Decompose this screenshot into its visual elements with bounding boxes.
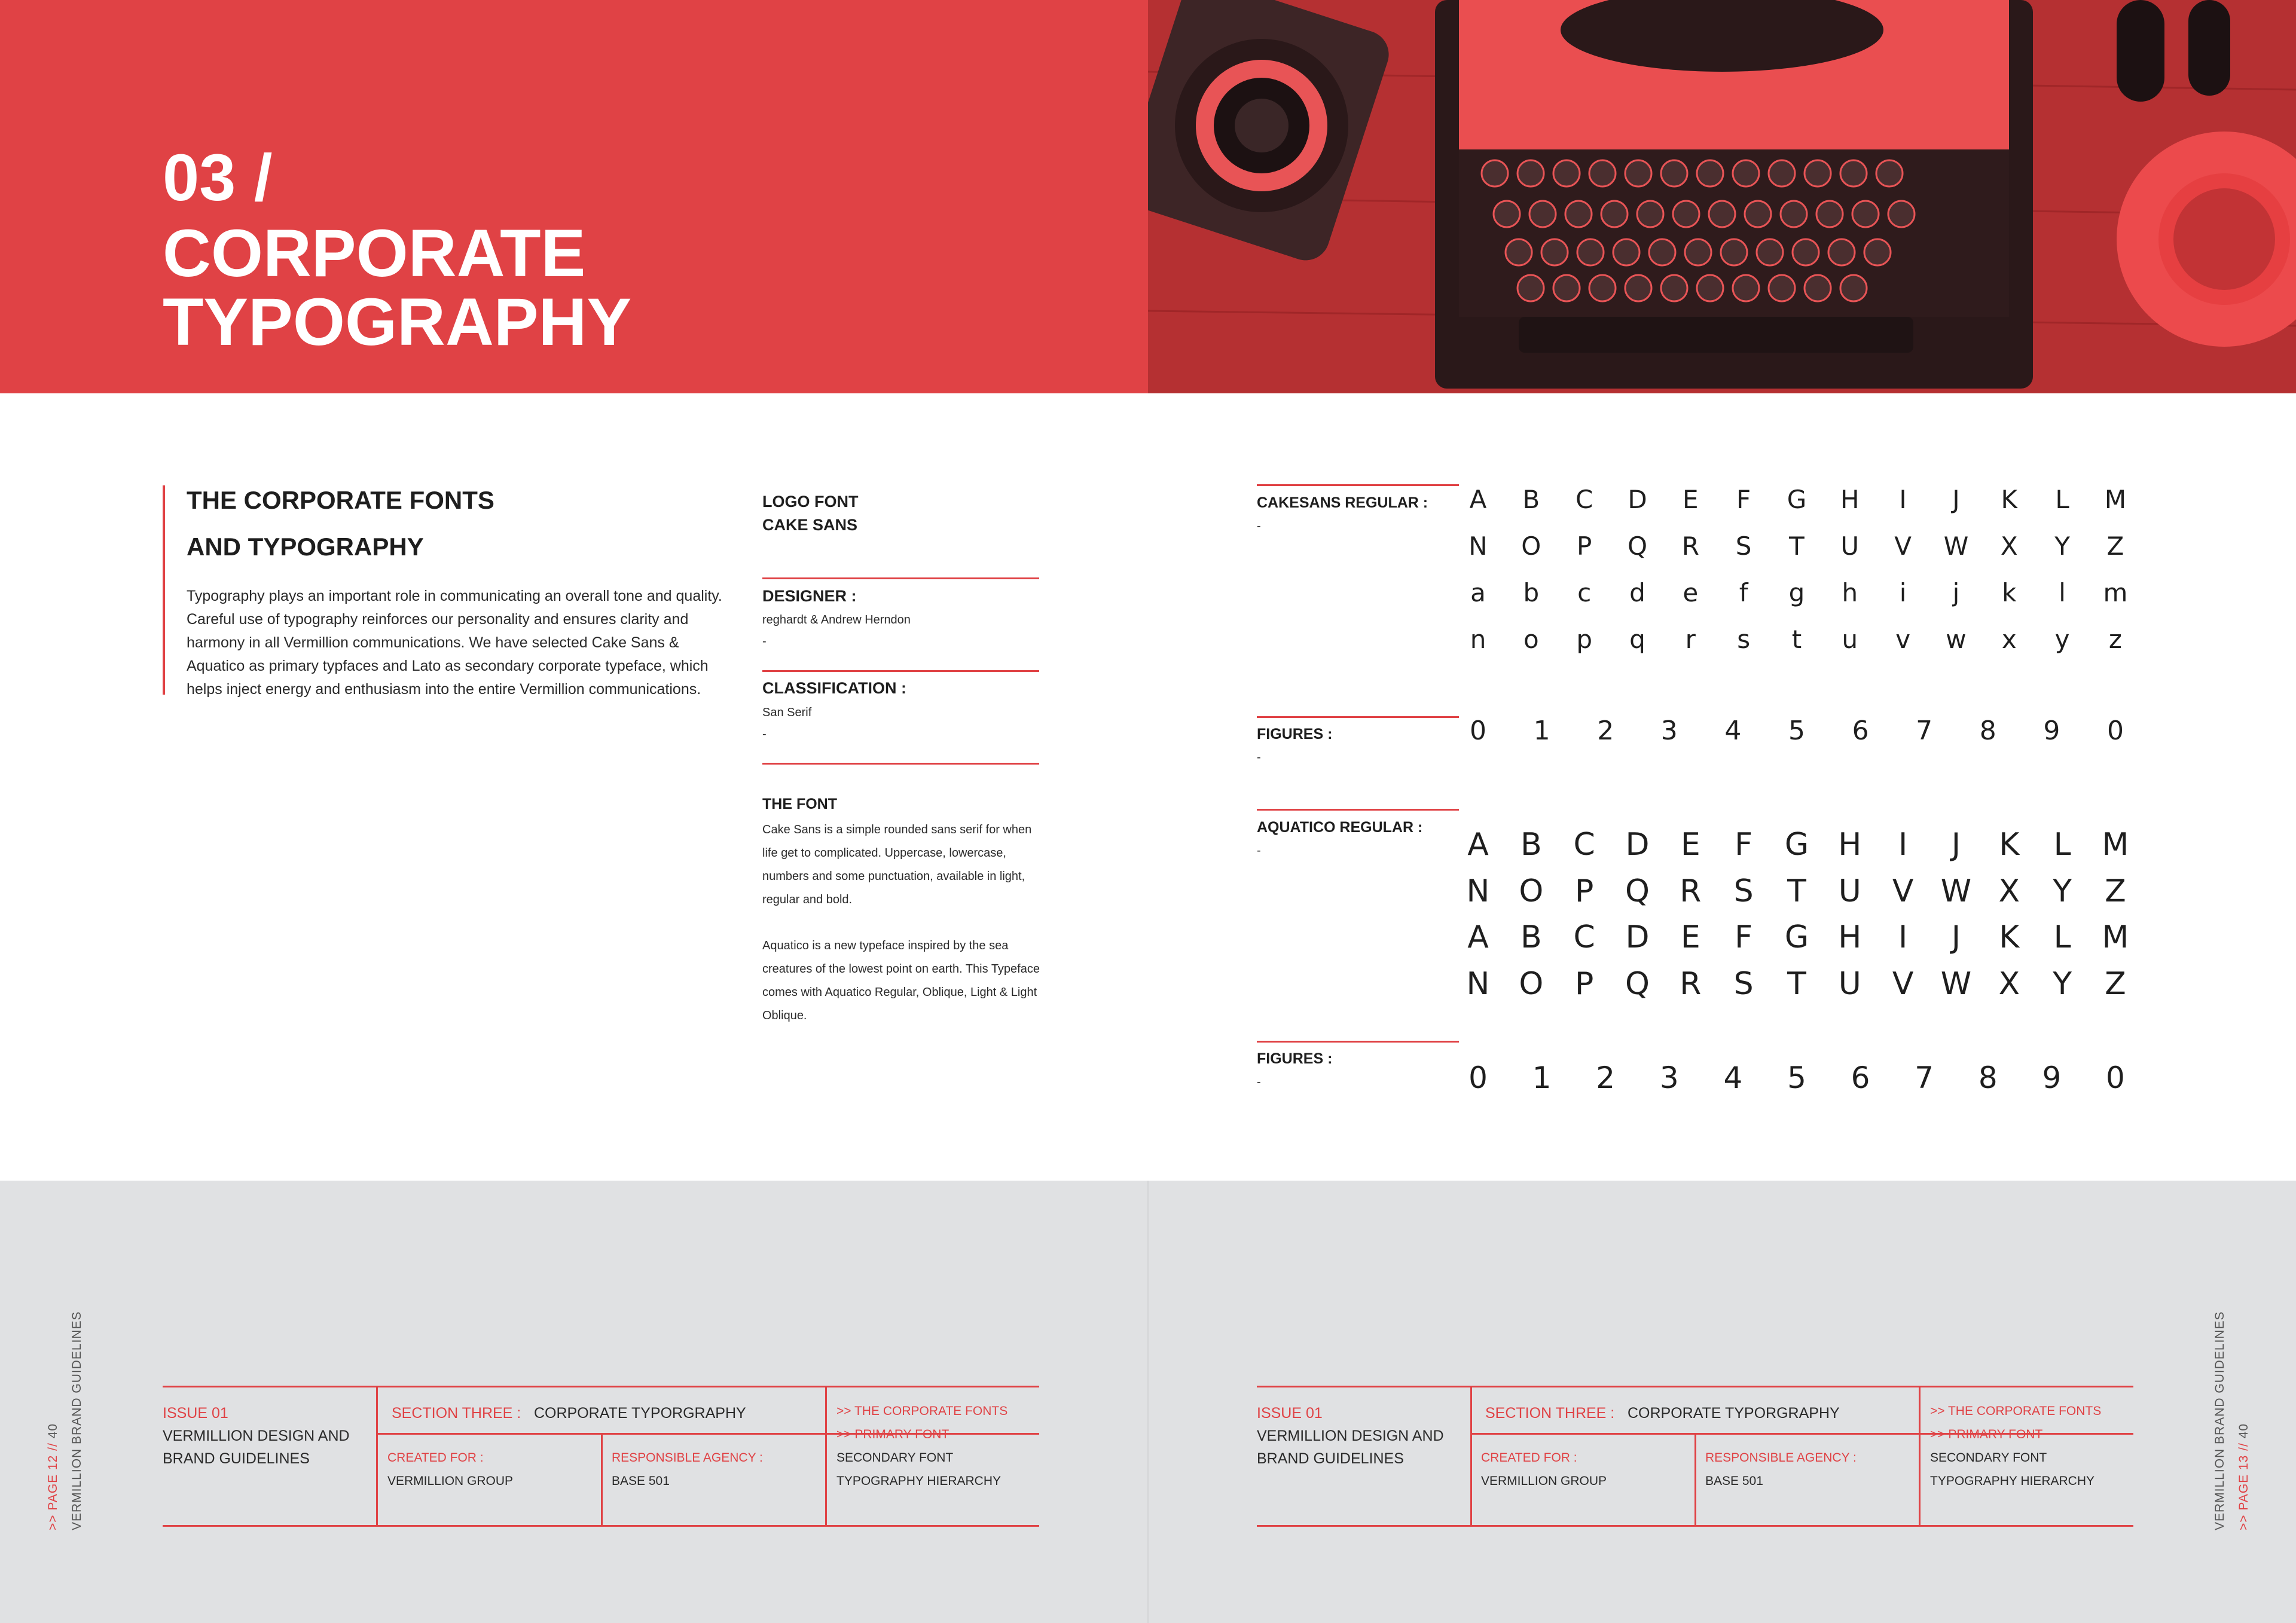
glyph: Z <box>2106 531 2124 561</box>
glyph: 5 <box>1787 1060 1806 1095</box>
glyph: K <box>2001 485 2018 514</box>
page-total: 40 <box>46 1423 60 1443</box>
glyph: I <box>1899 485 1907 514</box>
created-for-label: CREATED FOR : <box>1481 1451 1577 1465</box>
glyph: T <box>1789 531 1805 561</box>
glyph: f <box>1739 578 1748 607</box>
glyph: 0 <box>1470 716 1486 746</box>
glyph: A <box>1467 827 1489 863</box>
glyph: E <box>1680 919 1700 955</box>
page-total: 40 <box>2237 1423 2251 1443</box>
glyph: 4 <box>1723 1060 1743 1095</box>
glyph: w <box>1946 625 1967 654</box>
glyph: X <box>2000 531 2018 561</box>
glyph: H <box>1840 485 1860 514</box>
glyph: C <box>1573 827 1595 863</box>
divider <box>1257 809 1459 811</box>
created-for-value: VERMILLION GROUP <box>387 1474 514 1488</box>
cakesans-uppercase-row-1 <box>1459 482 2135 518</box>
toc-item-2: >> PRIMARY FONT <box>836 1428 949 1441</box>
glyph: C <box>1575 485 1593 514</box>
cakesans-uppercase-row-2 <box>1459 528 2135 564</box>
agency-label: RESPONSIBLE AGENCY : <box>612 1451 763 1465</box>
glyph: Q <box>1627 531 1648 561</box>
glyph: Z <box>2105 966 2126 1002</box>
classification-label: CLASSIFICATION : <box>762 679 906 697</box>
toc-item-3: SECONDARY FONT <box>836 1451 954 1465</box>
glyph: S <box>1735 531 1752 561</box>
page-fold <box>1147 1181 1149 1623</box>
glyph: W <box>1940 873 1972 909</box>
toc-item-2: >> PRIMARY FONT <box>1930 1428 2043 1441</box>
footer-col-divider <box>825 1386 827 1527</box>
glyph: 1 <box>1533 716 1550 746</box>
glyph: 8 <box>1978 1060 1998 1095</box>
footer-col-divider <box>1470 1386 1472 1527</box>
toc-item-4: TYPOGRAPHY HIERARCHY <box>1930 1474 2095 1488</box>
glyph: V <box>1894 531 1912 561</box>
glyph: 0 <box>2106 716 2124 746</box>
glyph: j <box>1952 578 1960 607</box>
section-value: CORPORATE TYPORGRAPHY <box>1628 1405 1840 1422</box>
cakesans-dash: - <box>1257 519 1261 533</box>
glyph: N <box>1468 531 1488 561</box>
figures-dash-1: - <box>1257 751 1261 764</box>
footer-col-divider <box>1694 1433 1696 1527</box>
glyph: L <box>2053 919 2071 955</box>
glyph: M <box>2102 919 2129 955</box>
glyph: P <box>1574 966 1594 1002</box>
glyph: e <box>1683 578 1699 607</box>
cakesans-figures-row <box>1459 713 2135 749</box>
aquatico-dash: - <box>1257 844 1261 857</box>
left-side-title: VERMILLION BRAND GUIDELINES <box>70 1311 84 1530</box>
glyph: n <box>1470 625 1486 654</box>
glyph: p <box>1576 625 1592 654</box>
glyph: X <box>1998 873 2020 909</box>
glyph: 3 <box>1660 716 1678 746</box>
toc-item-3: SECONDARY FONT <box>1930 1451 2047 1465</box>
divider <box>1257 484 1459 486</box>
glyph: O <box>1519 873 1544 909</box>
glyph: S <box>1733 966 1754 1002</box>
toc-item-1: >> THE CORPORATE FONTS <box>1930 1404 2102 1418</box>
glyph: o <box>1523 625 1539 654</box>
page-title-line2: TYPOGRAPHY <box>163 285 632 359</box>
glyph: 2 <box>1596 1060 1616 1095</box>
right-page-number <box>2237 1423 2250 1530</box>
glyph: 5 <box>1788 716 1805 746</box>
designer-value: reghardt & Andrew Herndon <box>762 613 911 626</box>
glyph: 6 <box>1851 1060 1870 1095</box>
agency-label: RESPONSIBLE AGENCY : <box>1705 1451 1857 1465</box>
cake-sans-description: Cake Sans is a simple rounded sans serif for when life get to complicated. Uppercase, lowercase, numbers and some punctuation, available in light, regular and bold. <box>762 823 1032 906</box>
classification-dash: - <box>762 728 767 741</box>
intro-body-text: Typography plays an important role in communicating an overall tone and quality. Careful use of typography reinforces our personality and ensures clarity and harmony in all Vermillion communications. We have selected Cake Sans & Aquatico as primary typfaces and Lato as secondary corporate typeface, which helps inject energy and enthusiasm into the entire Vermillion communications. <box>187 588 722 698</box>
aquatico-figures-row <box>1459 1060 2135 1096</box>
figures-label-2: FIGURES : <box>1257 1050 1333 1067</box>
doc-title-line1: VERMILLION DESIGN AND <box>163 1428 350 1444</box>
glyph: U <box>1838 966 1861 1002</box>
glyph: I <box>1898 827 1908 863</box>
glyph: 6 <box>1852 716 1869 746</box>
glyph: V <box>1892 873 1914 909</box>
divider <box>1257 1041 1459 1043</box>
glyph: 0 <box>1468 1060 1488 1095</box>
figures-label-1: FIGURES : <box>1257 726 1333 742</box>
glyph: 8 <box>1979 716 1996 746</box>
glyph: I <box>1898 919 1908 955</box>
glyph: s <box>1737 625 1751 654</box>
glyph: N <box>1466 966 1490 1002</box>
glyph: D <box>1628 485 1647 514</box>
glyph: M <box>2104 485 2127 514</box>
left-page-number <box>47 1423 59 1530</box>
section-label: SECTION THREE : <box>392 1405 521 1422</box>
divider <box>1257 716 1459 718</box>
glyph: h <box>1842 578 1858 607</box>
glyph: Q <box>1625 873 1650 909</box>
glyph: K <box>1999 919 2020 955</box>
footer-col-divider <box>1919 1386 1921 1527</box>
glyph: T <box>1787 873 1806 909</box>
glyph: U <box>1840 531 1860 561</box>
glyph: E <box>1680 827 1700 863</box>
glyph: D <box>1625 827 1650 863</box>
glyph: F <box>1736 485 1751 514</box>
glyph: a <box>1470 578 1486 607</box>
created-for-label: CREATED FOR : <box>387 1451 484 1465</box>
glyph: 1 <box>1532 1060 1552 1095</box>
glyph: O <box>1519 966 1544 1002</box>
glyph: V <box>1892 966 1914 1002</box>
glyph: B <box>1520 827 1542 863</box>
aquatico-description: Aquatico is a new typeface inspired by the sea creatures of the lowest point on earth. This Typeface comes with Aquatico Regular, Oblique, Light & Light Oblique. <box>762 939 1040 1022</box>
glyph: 2 <box>1597 716 1614 746</box>
glyph: H <box>1838 919 1862 955</box>
glyph: i <box>1899 578 1907 607</box>
cakesans-lowercase-row-1 <box>1459 575 2135 611</box>
created-for-value: VERMILLION GROUP <box>1481 1474 1607 1488</box>
glyph: y <box>2054 625 2070 654</box>
glyph: R <box>1680 966 1702 1002</box>
glyph: B <box>1520 919 1542 955</box>
glyph: R <box>1680 873 1702 909</box>
glyph: u <box>1842 625 1858 654</box>
glyph: R <box>1681 531 1699 561</box>
aquatico-label: AQUATICO REGULAR : <box>1257 819 1423 836</box>
footer-col-divider <box>376 1386 378 1527</box>
intro-heading-line1: THE CORPORATE FONTS <box>187 486 494 514</box>
doc-title-line1: VERMILLION DESIGN AND <box>1257 1428 1444 1444</box>
classification-value: San Serif <box>762 706 812 719</box>
footer-col-divider <box>601 1433 603 1527</box>
glyph: S <box>1733 873 1754 909</box>
glyph: q <box>1629 625 1645 654</box>
glyph: Y <box>2054 531 2070 561</box>
designer-label: DESIGNER : <box>762 587 857 605</box>
glyph: A <box>1469 485 1487 514</box>
glyph: l <box>2059 578 2066 607</box>
doc-title-line2: BRAND GUIDELINES <box>1257 1450 1404 1467</box>
page-title-line1: CORPORATE <box>163 216 586 291</box>
glyph: P <box>1576 531 1592 561</box>
glyph: H <box>1838 827 1862 863</box>
glyph: O <box>1521 531 1541 561</box>
intro-heading-line2: AND TYPOGRAPHY <box>187 533 424 561</box>
designer-dash: - <box>762 635 767 648</box>
glyph: U <box>1838 873 1861 909</box>
figures-dash-2: - <box>1257 1075 1261 1089</box>
typewriter-illustration <box>1148 0 2296 393</box>
toc-item-4: TYPOGRAPHY HIERARCHY <box>836 1474 1001 1488</box>
the-font-label: THE FONT <box>762 796 837 812</box>
glyph: B <box>1522 485 1540 514</box>
glyph: m <box>2103 578 2128 607</box>
glyph: Q <box>1625 966 1650 1002</box>
section-value: CORPORATE TYPORGRAPHY <box>534 1405 746 1422</box>
glyph: E <box>1683 485 1699 514</box>
glyph: C <box>1573 919 1595 955</box>
glyph: A <box>1467 919 1489 955</box>
glyph: 3 <box>1659 1060 1679 1095</box>
glyph: Y <box>2053 966 2072 1002</box>
cakesans-label: CAKESANS REGULAR : <box>1257 494 1428 511</box>
glyph: x <box>2001 625 2017 654</box>
cakesans-lowercase-row-2 <box>1459 622 2135 658</box>
agency-value: BASE 501 <box>1705 1474 1763 1488</box>
aquatico-row-1 <box>1459 827 2135 863</box>
glyph: 4 <box>1724 716 1742 746</box>
page-number-prefix: >> PAGE 12 // <box>46 1442 60 1530</box>
glyph: G <box>1784 827 1809 863</box>
glyph: r <box>1685 625 1696 654</box>
aquatico-row-3 <box>1459 919 2135 955</box>
glyph: Z <box>2105 873 2126 909</box>
glyph: L <box>2055 485 2069 514</box>
glyph: G <box>1784 919 1809 955</box>
glyph: 0 <box>2106 1060 2125 1095</box>
glyph: J <box>1951 919 1961 955</box>
glyph: c <box>1577 578 1592 607</box>
glyph: k <box>2002 578 2017 607</box>
logo-font-name: CAKE SANS <box>762 516 858 534</box>
glyph: L <box>2053 827 2071 863</box>
glyph: D <box>1625 919 1650 955</box>
glyph: Y <box>2053 873 2072 909</box>
divider <box>762 577 1039 579</box>
glyph: W <box>1943 531 1969 561</box>
footer-rule-top <box>1257 1386 2133 1387</box>
glyph: G <box>1787 485 1807 514</box>
glyph: K <box>1999 827 2020 863</box>
glyph: 7 <box>1916 716 1933 746</box>
glyph: b <box>1523 578 1540 607</box>
divider <box>762 763 1039 765</box>
doc-title-line2: BRAND GUIDELINES <box>163 1450 310 1467</box>
glyph: d <box>1629 578 1645 607</box>
toc-item-1: >> THE CORPORATE FONTS <box>836 1404 1008 1418</box>
glyph: N <box>1466 873 1490 909</box>
glyph: z <box>2108 625 2122 654</box>
section-label: SECTION THREE : <box>1485 1405 1615 1422</box>
intro-accent-bar <box>163 485 165 695</box>
glyph: M <box>2102 827 2129 863</box>
glyph: J <box>1951 827 1961 863</box>
glyph: T <box>1787 966 1806 1002</box>
logo-font-label: LOGO FONT <box>762 493 859 511</box>
issue-label: ISSUE 01 <box>163 1405 228 1422</box>
glyph: F <box>1735 919 1753 955</box>
divider <box>762 670 1039 672</box>
glyph: P <box>1574 873 1594 909</box>
glyph: v <box>1895 625 1911 654</box>
glyph: 9 <box>2042 1060 2062 1095</box>
page-number-prefix: >> PAGE 13 // <box>2237 1442 2251 1530</box>
glyph: W <box>1940 966 1972 1002</box>
glyph: 9 <box>2043 716 2060 746</box>
aquatico-row-4 <box>1459 966 2135 1002</box>
glyph: X <box>1998 966 2020 1002</box>
aquatico-row-2 <box>1459 873 2135 909</box>
glyph: g <box>1788 578 1805 607</box>
glyph: F <box>1735 827 1753 863</box>
footer-rule-top <box>163 1386 1039 1387</box>
typewriter-photo <box>1148 0 2296 393</box>
glyph: J <box>1952 485 1960 514</box>
issue-label: ISSUE 01 <box>1257 1405 1323 1422</box>
agency-value: BASE 501 <box>612 1474 670 1488</box>
right-side-title: VERMILLION BRAND GUIDELINES <box>2213 1311 2227 1530</box>
glyph: t <box>1791 625 1802 654</box>
glyph: 7 <box>1915 1060 1934 1095</box>
font-description <box>762 818 1043 1028</box>
section-number: 03 / <box>163 141 273 215</box>
